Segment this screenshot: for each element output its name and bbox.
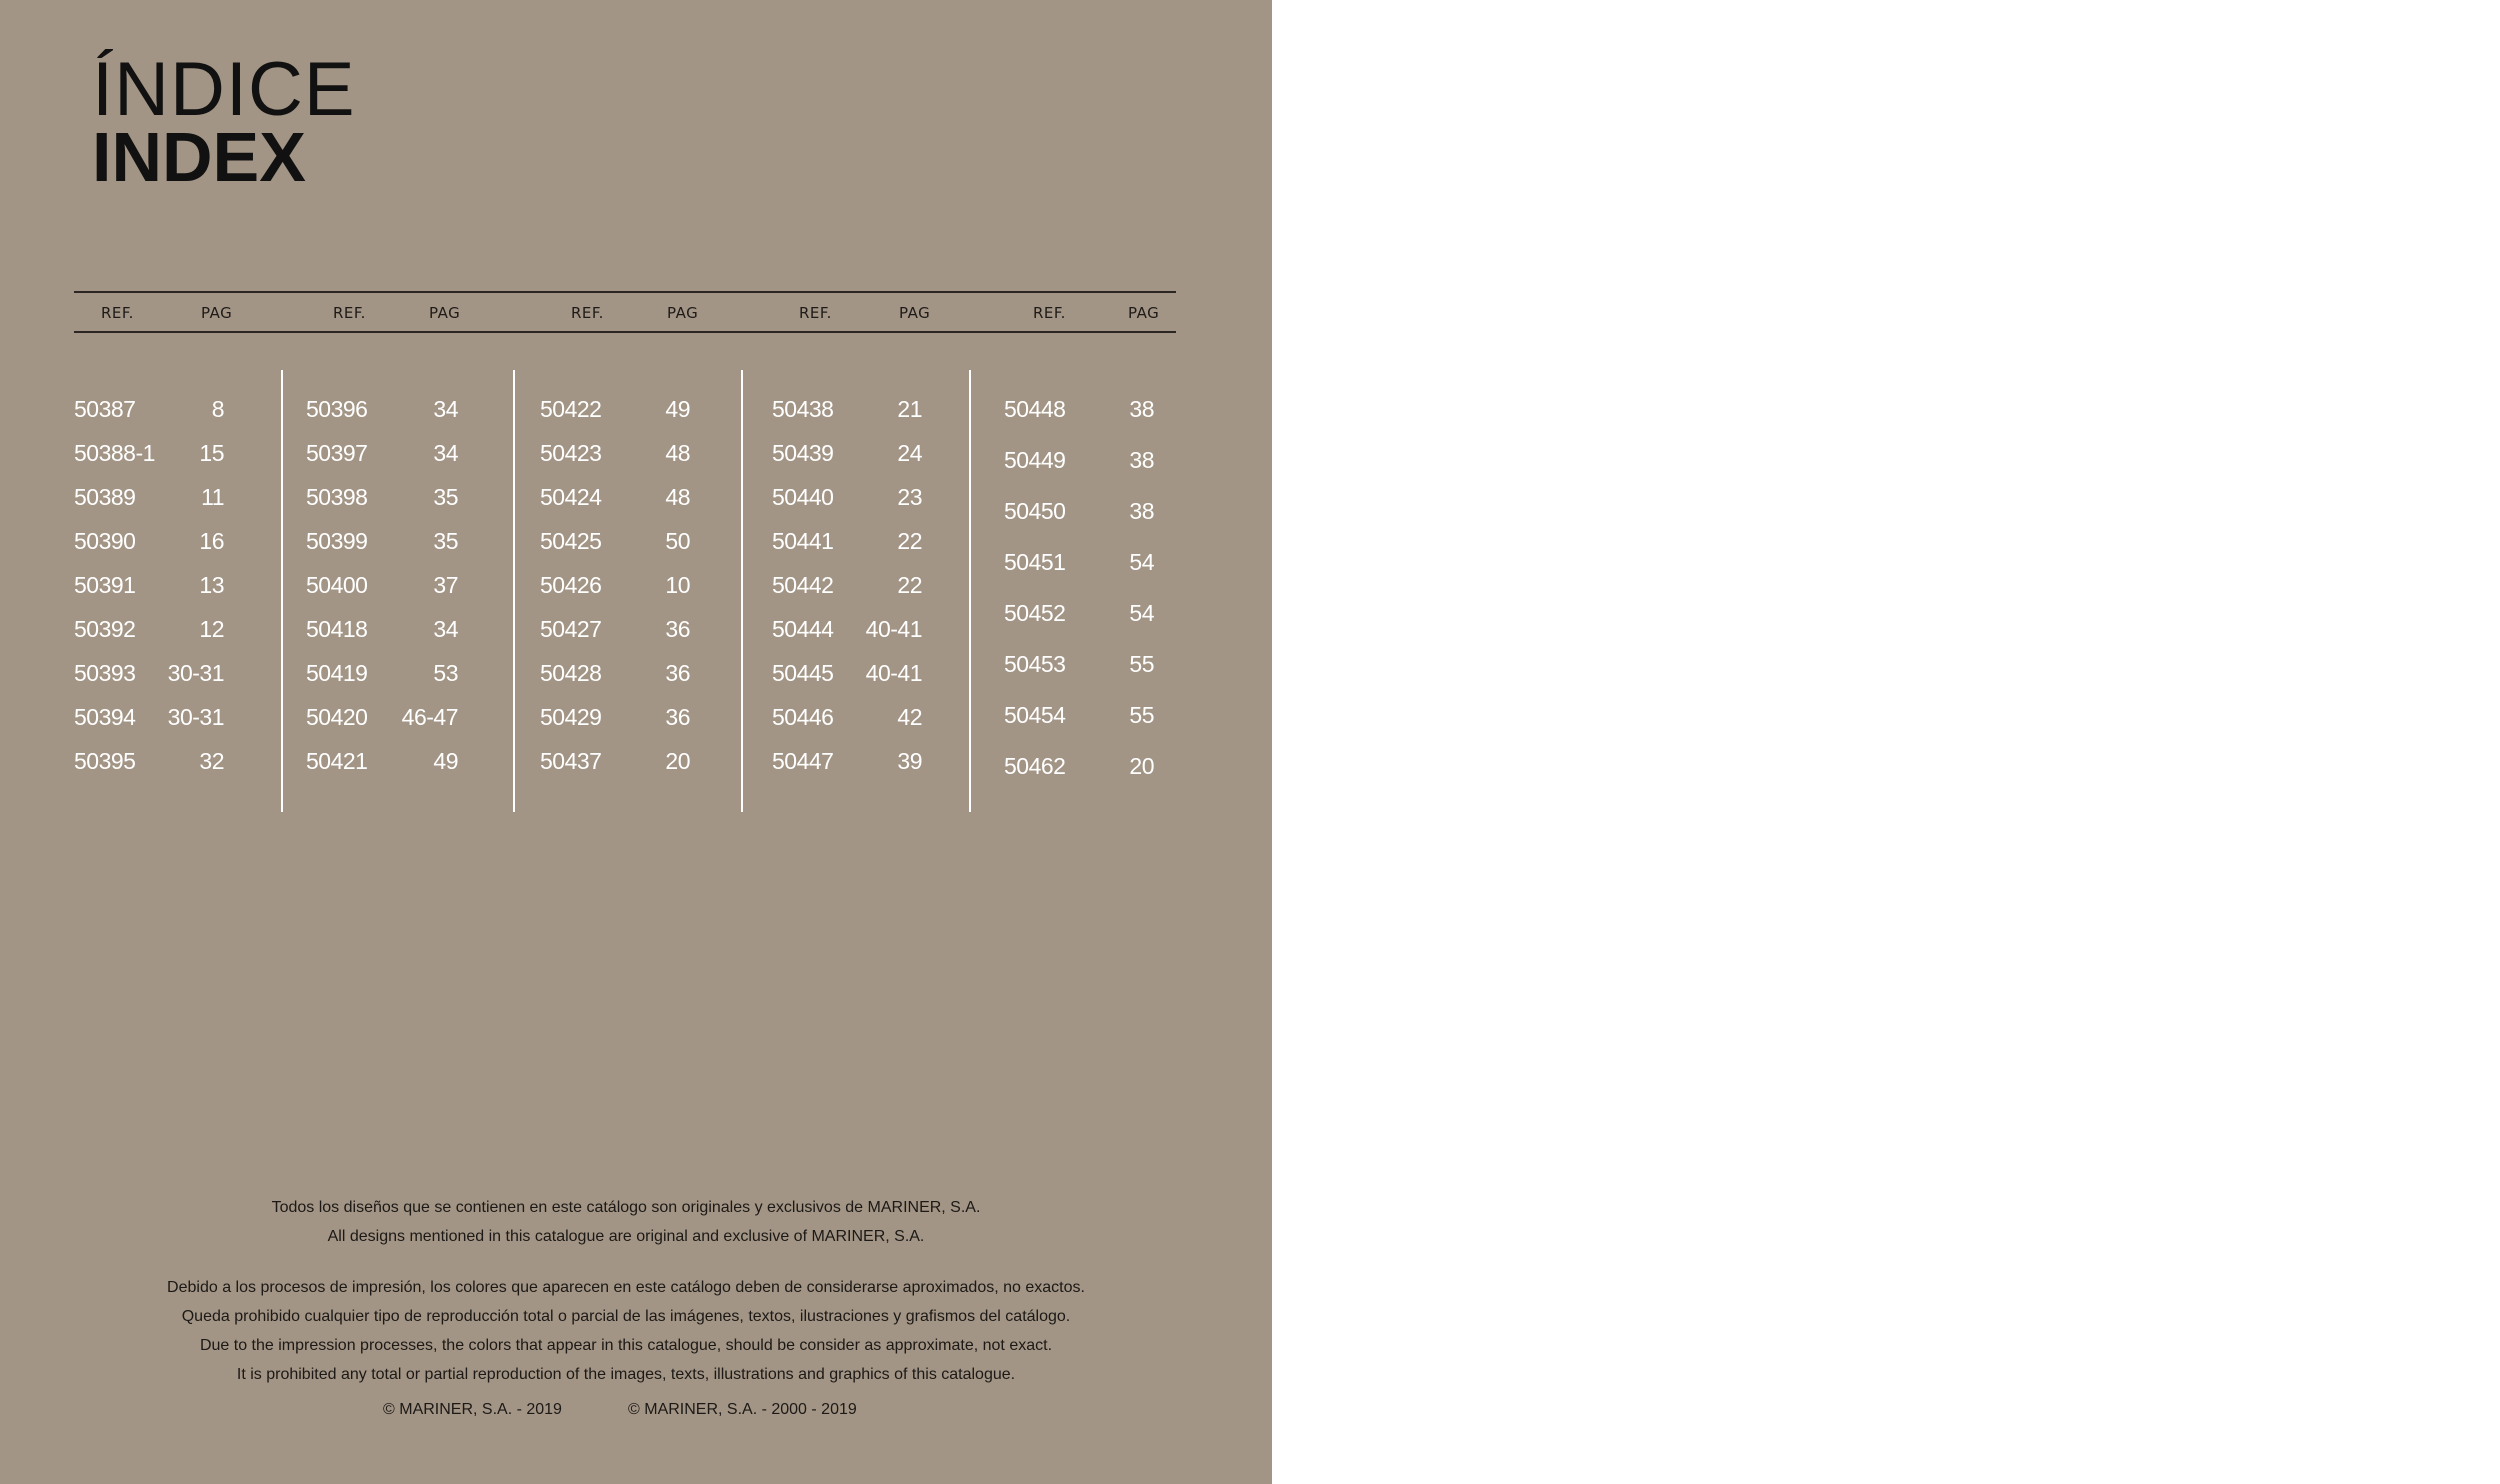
index-row (306, 742, 458, 786)
page-number: 15 (199, 440, 224, 466)
page-number: 30-31 (167, 660, 224, 686)
index-column-1 (74, 390, 224, 786)
title-english: INDEX (92, 118, 306, 196)
index-row (540, 478, 690, 522)
ref-number: 50454 (1004, 702, 1066, 728)
column-header-ref: REF. (333, 304, 366, 322)
ref-number: 50452 (1004, 600, 1066, 626)
ref-number: 50437 (540, 748, 602, 774)
index-row (74, 654, 224, 698)
index-row (540, 698, 690, 742)
footer-rights (0, 1193, 1252, 1251)
index-row (540, 566, 690, 610)
index-row (1004, 696, 1154, 747)
page-number: 36 (665, 616, 690, 642)
column-divider (741, 370, 743, 812)
ref-number: 50444 (772, 616, 834, 642)
page-number: 22 (897, 572, 922, 598)
index-row (772, 742, 922, 786)
page-number: 8 (211, 396, 224, 422)
index-row (772, 522, 922, 566)
footer-line: All designs mentioned in this catalogue are original and exclusive of MARINER, S.A. (327, 1228, 925, 1245)
index-row (540, 610, 690, 654)
index-row (1004, 441, 1154, 492)
ref-number: 50441 (772, 528, 834, 554)
index-row (1004, 645, 1154, 696)
page-number: 38 (1129, 498, 1154, 524)
index-row (306, 566, 458, 610)
header-rule-bottom (74, 331, 1176, 333)
page-number: 49 (433, 748, 458, 774)
index-row (306, 654, 458, 698)
index-column-4 (772, 390, 922, 786)
ref-number: 50419 (306, 660, 368, 686)
index-row (1004, 390, 1154, 441)
ref-number: 50450 (1004, 498, 1066, 524)
ref-number: 50438 (772, 396, 834, 422)
copyright-left: © MARINER, S.A. - 2019 (383, 1401, 562, 1418)
ref-number: 50396 (306, 396, 368, 422)
page-number: 37 (433, 572, 458, 598)
column-divider (969, 370, 971, 812)
page-number: 55 (1129, 651, 1154, 677)
ref-number: 50439 (772, 440, 834, 466)
index-row (772, 478, 922, 522)
page-number: 20 (1129, 753, 1154, 779)
ref-number: 50394 (74, 704, 136, 730)
index-row (306, 522, 458, 566)
page-number: 50 (665, 528, 690, 554)
ref-number: 50453 (1004, 651, 1066, 677)
index-row (306, 698, 458, 742)
page-number: 54 (1129, 600, 1154, 626)
ref-number: 50426 (540, 572, 602, 598)
footer-line: Due to the impression processes, the colors that appear in this catalogue, should be consider as approximate, not exact. (199, 1337, 1053, 1354)
page-number: 42 (897, 704, 922, 730)
ref-number: 50422 (540, 396, 602, 422)
ref-number: 50395 (74, 748, 136, 774)
page-number: 38 (1129, 396, 1154, 422)
page-number: 32 (199, 748, 224, 774)
ref-number: 50397 (306, 440, 368, 466)
ref-number: 50448 (1004, 396, 1066, 422)
page-number: 40-41 (865, 616, 922, 642)
column-header-ref: REF. (571, 304, 604, 322)
index-row (540, 390, 690, 434)
index-row (74, 698, 224, 742)
page-number: 11 (201, 484, 224, 510)
ref-number: 50388-1 (74, 440, 155, 466)
column-divider (513, 370, 515, 812)
index-row (74, 390, 224, 434)
page-number: 34 (433, 440, 458, 466)
index-row (772, 698, 922, 742)
ref-number: 50429 (540, 704, 602, 730)
ref-number: 50424 (540, 484, 602, 510)
page-number: 16 (199, 528, 224, 554)
ref-number: 50462 (1004, 753, 1066, 779)
column-header-pag: PAG (201, 304, 233, 322)
footer-disclaimer (0, 1273, 1252, 1389)
column-header-pag: PAG (667, 304, 699, 322)
page-number: 55 (1129, 702, 1154, 728)
index-row (74, 478, 224, 522)
ref-number: 50390 (74, 528, 136, 554)
index-row (1004, 747, 1154, 798)
page-number: 48 (665, 440, 690, 466)
index-row (540, 654, 690, 698)
ref-number: 50399 (306, 528, 368, 554)
ref-number: 50449 (1004, 447, 1066, 473)
title-spanish: ÍNDICE (92, 47, 356, 132)
index-column-2 (306, 390, 458, 786)
page-number: 24 (897, 440, 922, 466)
page-number: 12 (199, 616, 224, 642)
index-row (74, 522, 224, 566)
index-row (1004, 594, 1154, 645)
ref-number: 50440 (772, 484, 834, 510)
page-number: 30-31 (167, 704, 224, 730)
ref-number: 50442 (772, 572, 834, 598)
page-number: 22 (897, 528, 922, 554)
ref-number: 50425 (540, 528, 602, 554)
ref-number: 50446 (772, 704, 834, 730)
column-header-ref: REF. (1033, 304, 1066, 322)
index-row (306, 390, 458, 434)
ref-number: 50421 (306, 748, 368, 774)
ref-number: 50428 (540, 660, 602, 686)
page-number: 20 (665, 748, 690, 774)
page-number: 46-47 (401, 704, 458, 730)
column-divider (281, 370, 283, 812)
ref-number: 50398 (306, 484, 368, 510)
index-row (540, 434, 690, 478)
page-title (92, 47, 356, 196)
page-number: 23 (897, 484, 922, 510)
column-header-ref: REF. (799, 304, 832, 322)
ref-number: 50445 (772, 660, 834, 686)
index-row (74, 434, 224, 478)
page-number: 13 (199, 572, 224, 598)
index-column-5 (1004, 390, 1154, 798)
index-row (540, 522, 690, 566)
index-column-3 (540, 390, 690, 786)
index-row (772, 610, 922, 654)
page-number: 10 (665, 572, 690, 598)
index-row (306, 434, 458, 478)
ref-number: 50447 (772, 748, 834, 774)
ref-number: 50451 (1004, 549, 1066, 575)
footer-line: Debido a los procesos de impresión, los colores que aparecen en este catálogo deben de considerarse aproximados, no exactos. (167, 1279, 1085, 1296)
page-number: 53 (433, 660, 458, 686)
index-row (74, 742, 224, 786)
index-row (74, 610, 224, 654)
index-row (306, 610, 458, 654)
index-row (540, 742, 690, 786)
ref-number: 50420 (306, 704, 368, 730)
footer-line: It is prohibited any total or partial reproduction of the images, texts, illustrations and graphics of this catalogue. (236, 1366, 1016, 1383)
page-number: 36 (665, 704, 690, 730)
page-number: 34 (433, 396, 458, 422)
index-row (74, 566, 224, 610)
column-header-ref: REF. (101, 304, 134, 322)
ref-number: 50392 (74, 616, 136, 642)
ref-number: 50389 (74, 484, 136, 510)
ref-number: 50427 (540, 616, 602, 642)
index-row (772, 434, 922, 478)
page-number: 40-41 (865, 660, 922, 686)
index-row (1004, 492, 1154, 543)
ref-number: 50391 (74, 572, 136, 598)
footer-line: Todos los diseños que se contienen en este catálogo son originales y exclusivos de MARINER, S.A. (271, 1199, 981, 1216)
ref-number: 50418 (306, 616, 368, 642)
index-row (772, 566, 922, 610)
page-number: 21 (897, 396, 922, 422)
index-row (1004, 543, 1154, 594)
index-row (772, 390, 922, 434)
page-number: 48 (665, 484, 690, 510)
page-number: 35 (433, 528, 458, 554)
ref-number: 50400 (306, 572, 368, 598)
column-header-pag: PAG (429, 304, 461, 322)
ref-number: 50387 (74, 396, 136, 422)
ref-number: 50423 (540, 440, 602, 466)
ref-number: 50393 (74, 660, 136, 686)
column-header-pag: PAG (1128, 304, 1160, 322)
page-number: 49 (665, 396, 690, 422)
page-number: 34 (433, 616, 458, 642)
page-number: 36 (665, 660, 690, 686)
page-number: 39 (897, 748, 922, 774)
index-row (306, 478, 458, 522)
column-header-pag: PAG (899, 304, 931, 322)
header-rule-top (74, 291, 1176, 293)
index-row (772, 654, 922, 698)
footer-line: Queda prohibido cualquier tipo de reproducción total o parcial de las imágenes, textos, ilustraciones y grafismos del catálogo. (181, 1308, 1071, 1325)
page-number: 54 (1129, 549, 1154, 575)
copyright-right: © MARINER, S.A. - 2000 - 2019 (628, 1401, 857, 1418)
page-number: 38 (1129, 447, 1154, 473)
page-number: 35 (433, 484, 458, 510)
